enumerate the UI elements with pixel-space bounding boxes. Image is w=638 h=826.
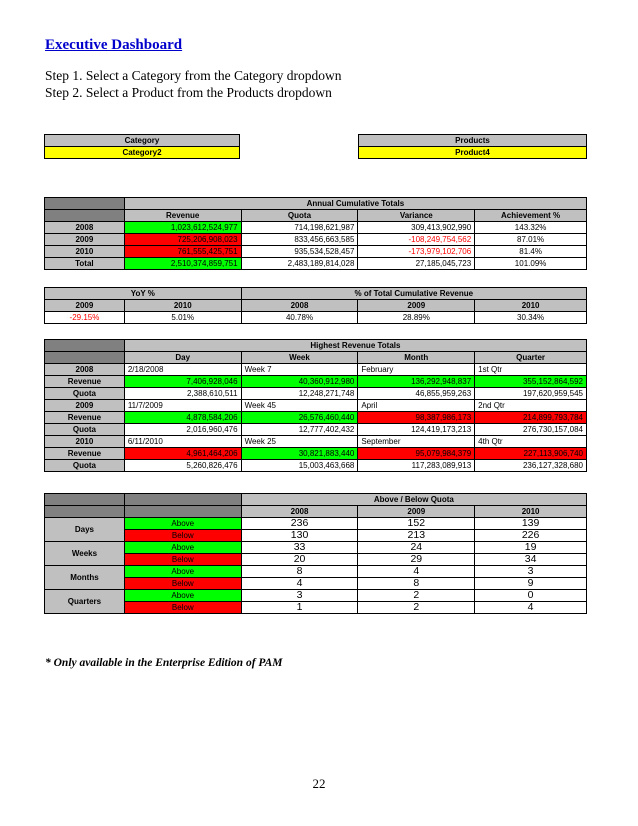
count-cell: 139 (475, 518, 587, 530)
period-cell: Week 7 (241, 364, 358, 376)
count-cell: 34 (475, 554, 587, 566)
revenue-cell: 4,878,584,206 (124, 412, 241, 424)
highest-header-day: Day (124, 352, 241, 364)
variance-cell: 27,185,045,723 (358, 258, 475, 270)
category-label: Category (45, 135, 240, 147)
revenue-cell: 725,206,908,023 (124, 234, 241, 246)
period-cell: 2nd Qtr (475, 400, 587, 412)
yoy-value: 5.01% (124, 312, 241, 324)
row-label: 2008 (45, 222, 125, 234)
revenue-cell: 7,406,928,046 (124, 376, 241, 388)
step-2-text: Step 2. Select a Product from the Products dropdown (45, 85, 332, 100)
quota-cell: 2,016,960,476 (124, 424, 241, 436)
count-cell: 4 (241, 578, 358, 590)
quota-cell: 833,456,663,585 (241, 234, 358, 246)
count-cell: 2 (358, 590, 475, 602)
pct-header: 2008 (241, 300, 358, 312)
year-label: 2010 (45, 436, 125, 448)
group-label: Months (45, 566, 125, 590)
table-row (45, 530, 587, 542)
table-row (45, 590, 587, 602)
revenue-label: Revenue (45, 448, 125, 460)
count-cell: 3 (475, 566, 587, 578)
above-below-quota-table (44, 493, 587, 614)
count-cell: 24 (358, 542, 475, 554)
abq-header-year: 2010 (475, 506, 587, 518)
below-label: Below (124, 578, 241, 590)
step-1-text: Step 1. Select a Category from the Category dropdown (45, 68, 342, 83)
products-dropdown[interactable]: Product4 (359, 147, 587, 159)
count-cell: 19 (475, 542, 587, 554)
row-label: Total (45, 258, 125, 270)
quota-cell: 236,127,328,680 (475, 460, 587, 472)
revenue-cell: 26,576,460,440 (241, 412, 358, 424)
table-row (45, 222, 587, 234)
above-label: Above (124, 590, 241, 602)
table-row (45, 460, 587, 472)
period-cell: 11/7/2009 (124, 400, 241, 412)
page-number: 22 (312, 776, 326, 791)
quota-cell: 124,419,173,213 (358, 424, 475, 436)
pct-total-title: % of Total Cumulative Revenue (241, 288, 586, 300)
annual-header-quota: Quota (241, 210, 358, 222)
quota-cell: 935,534,528,457 (241, 246, 358, 258)
table-row (45, 566, 587, 578)
quota-cell: 15,003,463,668 (241, 460, 358, 472)
revenue-cell: 1,023,612,524,977 (124, 222, 241, 234)
quota-label: Quota (45, 388, 125, 400)
quota-cell: 2,483,189,814,028 (241, 258, 358, 270)
products-label: Products (359, 135, 587, 147)
quota-cell: 12,777,402,432 (241, 424, 358, 436)
yoy-table (44, 287, 587, 324)
count-cell: 3 (241, 590, 358, 602)
revenue-cell: 136,292,948,837 (358, 376, 475, 388)
group-label: Days (45, 518, 125, 542)
quota-cell: 46,855,959,263 (358, 388, 475, 400)
above-label: Above (124, 542, 241, 554)
year-label: 2008 (45, 364, 125, 376)
table-row (45, 246, 587, 258)
table-row (45, 424, 587, 436)
pct-header: 2009 (358, 300, 475, 312)
count-cell: 0 (475, 590, 587, 602)
achievement-cell: 87.01% (475, 234, 587, 246)
quota-label: Quota (45, 424, 125, 436)
period-cell: 1st Qtr (475, 364, 587, 376)
below-label: Below (124, 554, 241, 566)
period-cell: February (358, 364, 475, 376)
annual-header-revenue: Revenue (124, 210, 241, 222)
table-row (45, 542, 587, 554)
revenue-cell: 214,899,793,784 (475, 412, 587, 424)
count-cell: 33 (241, 542, 358, 554)
quota-label: Quota (45, 460, 125, 472)
revenue-cell: 30,821,883,440 (241, 448, 358, 460)
abq-header-year: 2008 (241, 506, 358, 518)
period-cell: September (358, 436, 475, 448)
quota-cell: 197,620,959,545 (475, 388, 587, 400)
revenue-cell: 355,152,864,592 (475, 376, 587, 388)
table-row (45, 388, 587, 400)
above-label: Above (124, 518, 241, 530)
above-label: Above (124, 566, 241, 578)
period-cell: Week 25 (241, 436, 358, 448)
variance-cell: 309,413,902,990 (358, 222, 475, 234)
enterprise-note: * Only available in the Enterprise Edition of PAM (45, 657, 283, 669)
quota-cell: 12,248,271,748 (241, 388, 358, 400)
pct-value: 40.78% (241, 312, 358, 324)
category-dropdown[interactable]: Category2 (45, 147, 240, 159)
count-cell: 226 (475, 530, 587, 542)
count-cell: 29 (358, 554, 475, 566)
revenue-cell: 761,555,425,751 (124, 246, 241, 258)
quota-cell: 276,730,157,084 (475, 424, 587, 436)
table-row (45, 234, 587, 246)
period-cell: April (358, 400, 475, 412)
revenue-label: Revenue (45, 412, 125, 424)
count-cell: 152 (358, 518, 475, 530)
pct-header: 2010 (475, 300, 587, 312)
table-row (45, 412, 587, 424)
annual-header-achievement: Achievement % (475, 210, 587, 222)
quota-cell: 117,283,089,913 (358, 460, 475, 472)
revenue-label: Revenue (45, 376, 125, 388)
table-row (45, 376, 587, 388)
count-cell: 213 (358, 530, 475, 542)
quota-cell: 2,388,610,511 (124, 388, 241, 400)
year-label: 2009 (45, 400, 125, 412)
highest-header-month: Month (358, 352, 475, 364)
below-label: Below (124, 602, 241, 614)
table-row (45, 312, 587, 324)
period-cell: 6/11/2010 (124, 436, 241, 448)
count-cell: 4 (475, 602, 587, 614)
achievement-cell: 143.32% (475, 222, 587, 234)
table-row (45, 578, 587, 590)
count-cell: 8 (241, 566, 358, 578)
quota-cell: 714,198,621,987 (241, 222, 358, 234)
highest-header-week: Week (241, 352, 358, 364)
table-row (45, 554, 587, 566)
revenue-cell: 40,360,912,980 (241, 376, 358, 388)
yoy-title: YoY % (45, 288, 242, 300)
highest-revenue-table (44, 339, 587, 472)
count-cell: 20 (241, 554, 358, 566)
variance-cell: -108,249,754,562 (358, 234, 475, 246)
table-row (45, 258, 587, 270)
achievement-cell: 81.4% (475, 246, 587, 258)
count-cell: 1 (241, 602, 358, 614)
revenue-cell: 95,079,984,379 (358, 448, 475, 460)
count-cell: 236 (241, 518, 358, 530)
variance-cell: -173,979,102,706 (358, 246, 475, 258)
count-cell: 130 (241, 530, 358, 542)
revenue-cell: 98,387,986,173 (358, 412, 475, 424)
count-cell: 9 (475, 578, 587, 590)
table-row (45, 602, 587, 614)
group-label: Weeks (45, 542, 125, 566)
quota-cell: 5,260,826,476 (124, 460, 241, 472)
period-cell: Week 45 (241, 400, 358, 412)
table-row (45, 400, 587, 412)
abq-header-year: 2009 (358, 506, 475, 518)
page-title: Executive Dashboard (45, 37, 183, 53)
revenue-cell: 2,510,374,859,751 (124, 258, 241, 270)
products-selector (358, 134, 587, 159)
pct-value: 30.34% (475, 312, 587, 324)
category-selector (44, 134, 240, 159)
group-label: Quarters (45, 590, 125, 614)
abq-title: Above / Below Quota (241, 494, 586, 506)
below-label: Below (124, 530, 241, 542)
pct-value: 28.89% (358, 312, 475, 324)
annual-title: Annual Cumulative Totals (124, 198, 586, 210)
count-cell: 4 (358, 566, 475, 578)
highest-title: Highest Revenue Totals (124, 340, 586, 352)
period-cell: 4th Qtr (475, 436, 587, 448)
row-label: 2009 (45, 234, 125, 246)
achievement-cell: 101.09% (475, 258, 587, 270)
revenue-cell: 227,113,906,740 (475, 448, 587, 460)
annual-totals-table (44, 197, 587, 270)
table-row (45, 448, 587, 460)
annual-header-variance: Variance (358, 210, 475, 222)
table-row (45, 436, 587, 448)
yoy-header: 2009 (45, 300, 125, 312)
table-row (45, 364, 587, 376)
count-cell: 2 (358, 602, 475, 614)
count-cell: 8 (358, 578, 475, 590)
yoy-header: 2010 (124, 300, 241, 312)
table-row (45, 518, 587, 530)
revenue-cell: 4,961,464,206 (124, 448, 241, 460)
period-cell: 2/18/2008 (124, 364, 241, 376)
highest-header-quarter: Quarter (475, 352, 587, 364)
row-label: 2010 (45, 246, 125, 258)
yoy-value: -29.15% (45, 312, 125, 324)
